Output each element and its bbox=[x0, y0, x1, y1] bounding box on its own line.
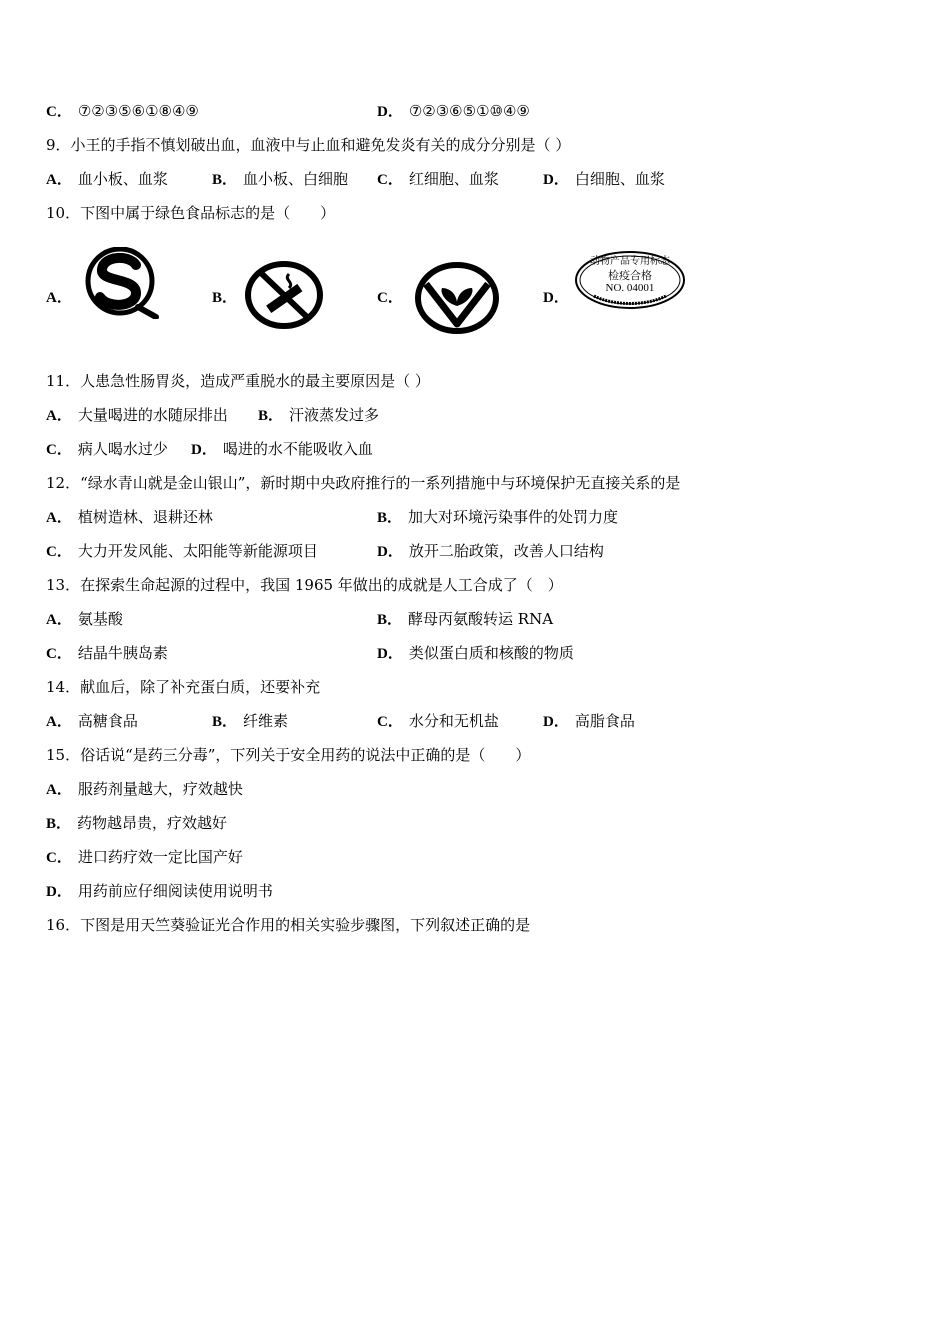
option-label: D． bbox=[377, 544, 403, 560]
q14-option-d bbox=[543, 711, 635, 731]
option-text: 水分和无机盐 bbox=[408, 712, 499, 730]
q9-option-b bbox=[212, 169, 348, 189]
option-text: 汗液蒸发过多 bbox=[289, 406, 380, 424]
q14-option-b bbox=[212, 711, 288, 731]
option-text: 结晶牛胰岛素 bbox=[77, 644, 168, 662]
option-label: A． bbox=[46, 782, 72, 798]
option-text: 纤维素 bbox=[243, 712, 289, 730]
q11-option-d bbox=[191, 439, 373, 459]
option-text: 服药剂量越大，疗效越快 bbox=[77, 780, 243, 798]
option-label: D． bbox=[543, 172, 569, 188]
option-text: ⑦②③⑤⑥①⑧④⑨ bbox=[77, 102, 199, 120]
q15-option-b bbox=[46, 813, 227, 833]
no-smoking-icon bbox=[243, 260, 325, 330]
option-label: A． bbox=[46, 612, 72, 628]
option-label: A． bbox=[46, 408, 72, 424]
stamp-line-2: 检疫合格 bbox=[608, 269, 652, 282]
option-label: B． bbox=[377, 612, 403, 628]
q12-option-a bbox=[46, 507, 213, 527]
option-label: B． bbox=[212, 172, 238, 188]
option-text: 氨基酸 bbox=[77, 610, 123, 628]
option-text: 血小板、血浆 bbox=[77, 170, 168, 188]
option-text: 进口药疗效一定比国产好 bbox=[77, 848, 243, 866]
option-label: A． bbox=[46, 510, 72, 526]
q16-stem: 16．下图是用天竺葵验证光合作用的相关实验步骤图，下列叙述正确的是 bbox=[46, 916, 531, 934]
q13-option-b bbox=[377, 609, 553, 629]
option-text: 高糖食品 bbox=[77, 712, 138, 730]
q11-stem: 11．人患急性肠胃炎，造成严重脱水的最主要原因是（ ） bbox=[46, 372, 430, 390]
q10-option-c-label: C． bbox=[377, 290, 403, 306]
q12-stem: 12．“绿水青山就是金山银山”，新时期中央政府推行的一系列措施中与环境保护无直接关系的是 bbox=[46, 474, 681, 492]
q12-option-b bbox=[377, 507, 618, 527]
q10-option-d-label: D． bbox=[543, 290, 569, 306]
option-label: C． bbox=[46, 850, 72, 866]
option-text: 酵母丙氨酸转运 RNA bbox=[408, 610, 554, 628]
q11-option-c bbox=[46, 439, 168, 459]
option-label: D． bbox=[377, 646, 403, 662]
animal-quarantine-stamp-icon bbox=[574, 250, 686, 310]
option-label: C． bbox=[377, 172, 403, 188]
q13-stem: 13．在探索生命起源的过程中，我国 1965 年做出的成就是人工合成了（ ） bbox=[46, 576, 563, 594]
q15-option-c bbox=[46, 847, 243, 867]
option-label: C． bbox=[46, 544, 72, 560]
q10-option-a-label: A． bbox=[46, 290, 72, 306]
q8-option-d bbox=[377, 101, 530, 121]
q10-option-b-label: B． bbox=[212, 290, 238, 306]
option-label: C． bbox=[377, 714, 403, 730]
option-label: A． bbox=[46, 172, 72, 188]
q13-option-a bbox=[46, 609, 123, 629]
option-label: C． bbox=[46, 646, 72, 662]
option-label: D． bbox=[543, 714, 569, 730]
stamp-line-3: NO. 04001 bbox=[605, 282, 655, 294]
option-text: 喝进的水不能吸收入血 bbox=[222, 440, 373, 458]
option-text: 大力开发风能、太阳能等新能源项目 bbox=[77, 542, 318, 560]
q9-stem: 9．小王的手指不慎划破出血，血液中与止血和避免发炎有关的成分分别是（ ） bbox=[46, 136, 571, 154]
option-text: 用药前应仔细阅读使用说明书 bbox=[77, 882, 273, 900]
option-label: C． bbox=[46, 104, 72, 120]
option-text: 加大对环境污染事件的处罚力度 bbox=[408, 508, 619, 526]
q14-option-a bbox=[46, 711, 138, 731]
q9-option-a bbox=[46, 169, 168, 189]
option-label: B． bbox=[46, 816, 72, 832]
option-text: 植树造林、退耕还林 bbox=[77, 508, 213, 526]
q11-option-b bbox=[258, 405, 379, 425]
q9-option-d bbox=[543, 169, 665, 189]
q11-option-a bbox=[46, 405, 228, 425]
q15-stem: 15．俗话说“是药三分毒”，下列关于安全用药的说法中正确的是（ ） bbox=[46, 746, 531, 764]
option-label: B． bbox=[212, 714, 238, 730]
option-text: ⑦②③⑥⑤①⑩④⑨ bbox=[408, 102, 530, 120]
option-text: 血小板、白细胞 bbox=[243, 170, 349, 188]
option-label: B． bbox=[377, 510, 403, 526]
option-label: D． bbox=[377, 104, 403, 120]
option-text: 大量喝进的水随尿排出 bbox=[77, 406, 228, 424]
option-text: 白细胞、血浆 bbox=[574, 170, 665, 188]
q13-option-d bbox=[377, 643, 574, 663]
q14-stem: 14．献血后，除了补充蛋白质，还要补充 bbox=[46, 678, 321, 696]
q10-stem: 10．下图中属于绿色食品标志的是（ ） bbox=[46, 204, 336, 222]
option-label: B． bbox=[258, 408, 284, 424]
option-text: 病人喝水过少 bbox=[77, 440, 168, 458]
option-text: 高脂食品 bbox=[574, 712, 635, 730]
q15-option-a bbox=[46, 779, 243, 799]
option-label: D． bbox=[46, 884, 72, 900]
option-text: 类似蛋白质和核酸的物质 bbox=[408, 644, 574, 662]
qs-mark-icon bbox=[82, 247, 162, 319]
option-text: 药物越昂贵，疗效越好 bbox=[77, 814, 228, 832]
stamp-line-1: 动物产品专用标志 bbox=[590, 256, 670, 267]
q12-option-d bbox=[377, 541, 604, 561]
option-text: 红细胞、血浆 bbox=[408, 170, 499, 188]
q13-option-c bbox=[46, 643, 168, 663]
option-label: C． bbox=[46, 442, 72, 458]
q12-option-c bbox=[46, 541, 318, 561]
option-label: A． bbox=[46, 714, 72, 730]
green-food-icon bbox=[414, 262, 500, 334]
q14-option-c bbox=[377, 711, 499, 731]
q8-option-c bbox=[46, 101, 199, 121]
q9-option-c bbox=[377, 169, 499, 189]
option-label: D． bbox=[191, 442, 217, 458]
q15-option-d bbox=[46, 881, 273, 901]
option-text: 放开二胎政策，改善人口结构 bbox=[408, 542, 604, 560]
